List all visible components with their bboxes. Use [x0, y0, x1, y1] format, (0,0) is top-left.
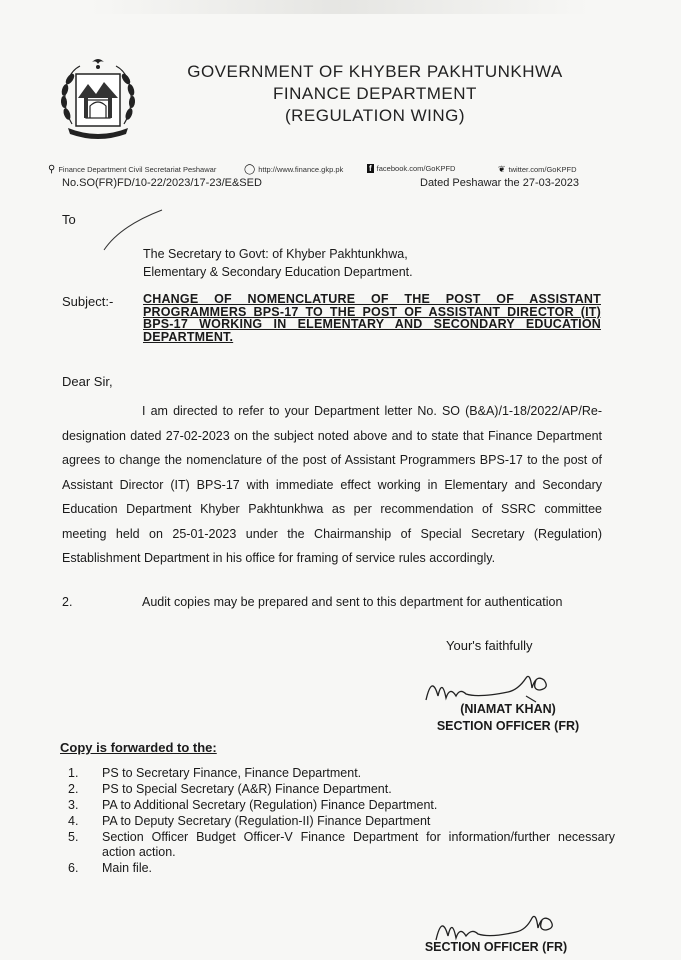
- paragraph-1-text: I am directed to refer to your Department letter No. SO (B&A)/1-18/2022/AP/Re-designation dated 27-02-2023 on the subject noted above and to state that Finance Department agrees to change the nomenclature of the post of Assistant Programmers BPS-17 to the post of Assistant Director (IT) BPS-17 with immediate effect working in Elementary and Secondary Education Department Khyber Pakhtunkhwa as per recommendation of SSRC committee meeting held on 25-01-2023 under the Chairmanship of Special Secretary (Regulation) Establishment Department in his office for framing of service rules accordingly.: [62, 404, 602, 565]
- body-paragraph-1: [62, 399, 602, 571]
- globe-icon: ◯: [244, 164, 256, 175]
- paragraph-2-number: 2.: [62, 595, 73, 609]
- reference-number: No.SO(FR)FD/10-22/2023/17-23/E&SED: [62, 177, 262, 189]
- closing-faithfully: Your's faithfully: [446, 638, 533, 653]
- header-wing: (REGULATION WING): [284, 106, 466, 125]
- contact-twitter[interactable]: [498, 164, 576, 175]
- website-text[interactable]: http://www.finance.gkp.pk: [258, 165, 344, 174]
- list-item: 6. Main file.: [68, 861, 153, 875]
- to-label: To: [62, 212, 76, 227]
- signatory-name: (NIAMAT KHAN): [460, 702, 556, 716]
- address-text: Finance Department Civil Secretariat Peshawar: [58, 165, 217, 174]
- twitter-text[interactable]: twitter.com/GoKPFD: [508, 165, 577, 174]
- recipient-line-2: Elementary & Secondary Education Department.: [143, 265, 413, 279]
- location-pin-icon: ⚲: [48, 164, 56, 175]
- contact-facebook[interactable]: [367, 164, 455, 173]
- signatory-designation: SECTION OFFICER (FR): [436, 719, 580, 733]
- salutation: Dear Sir,: [62, 374, 113, 389]
- copy-list: [60, 766, 615, 877]
- subject-label: Subject:-: [62, 294, 114, 309]
- copy-forwarded-heading: Copy is forwarded to the:: [60, 740, 217, 755]
- list-item: 1. PS to Secretary Finance, Finance Department.: [68, 766, 362, 780]
- scan-smudge: [90, 0, 590, 14]
- body-paragraph-2: [62, 590, 602, 614]
- reference-date: Dated Peshawar the 27-03-2023: [420, 177, 579, 189]
- list-item: 2. PS to Special Secretary (A&R) Finance Department.: [68, 782, 392, 796]
- footer-designation: SECTION OFFICER (FR): [424, 940, 568, 954]
- list-item: 3. PA to Additional Secretary (Regulation) Finance Department.: [68, 798, 438, 812]
- recipient-line-1: The Secretary to Govt: of Khyber Pakhtunkhwa,: [143, 247, 408, 261]
- government-emblem: [58, 54, 138, 142]
- list-item: 4. PA to Deputy Secretary (Regulation-II) Finance Department: [68, 814, 431, 828]
- twitter-icon: ❦: [498, 164, 506, 174]
- facebook-text[interactable]: facebook.com/GoKPFD: [376, 164, 456, 173]
- paragraph-2-text: Audit copies may be prepared and sent to this department for authentication: [142, 595, 563, 609]
- facebook-icon: f: [369, 164, 372, 173]
- contact-address: [48, 164, 216, 175]
- subject-text: CHANGE OF NOMENCLATURE OF THE POST OF ASSISTANT PROGRAMMERS BPS-17 TO THE POST OF ASSISTANT DIRECTOR (IT) BPS-17 WORKING IN ELEMENTARY AND SECONDARY EDUCATION DEPARTMENT.: [143, 292, 601, 344]
- header-government: GOVERNMENT OF KHYBER PAKHTUNKHWA: [187, 62, 563, 81]
- header-department: FINANCE DEPARTMENT: [273, 84, 477, 103]
- list-item: 5. Section Officer Budget Officer-V Finance Department for information/further necessary action action.: [68, 830, 615, 859]
- contact-website[interactable]: [244, 164, 343, 175]
